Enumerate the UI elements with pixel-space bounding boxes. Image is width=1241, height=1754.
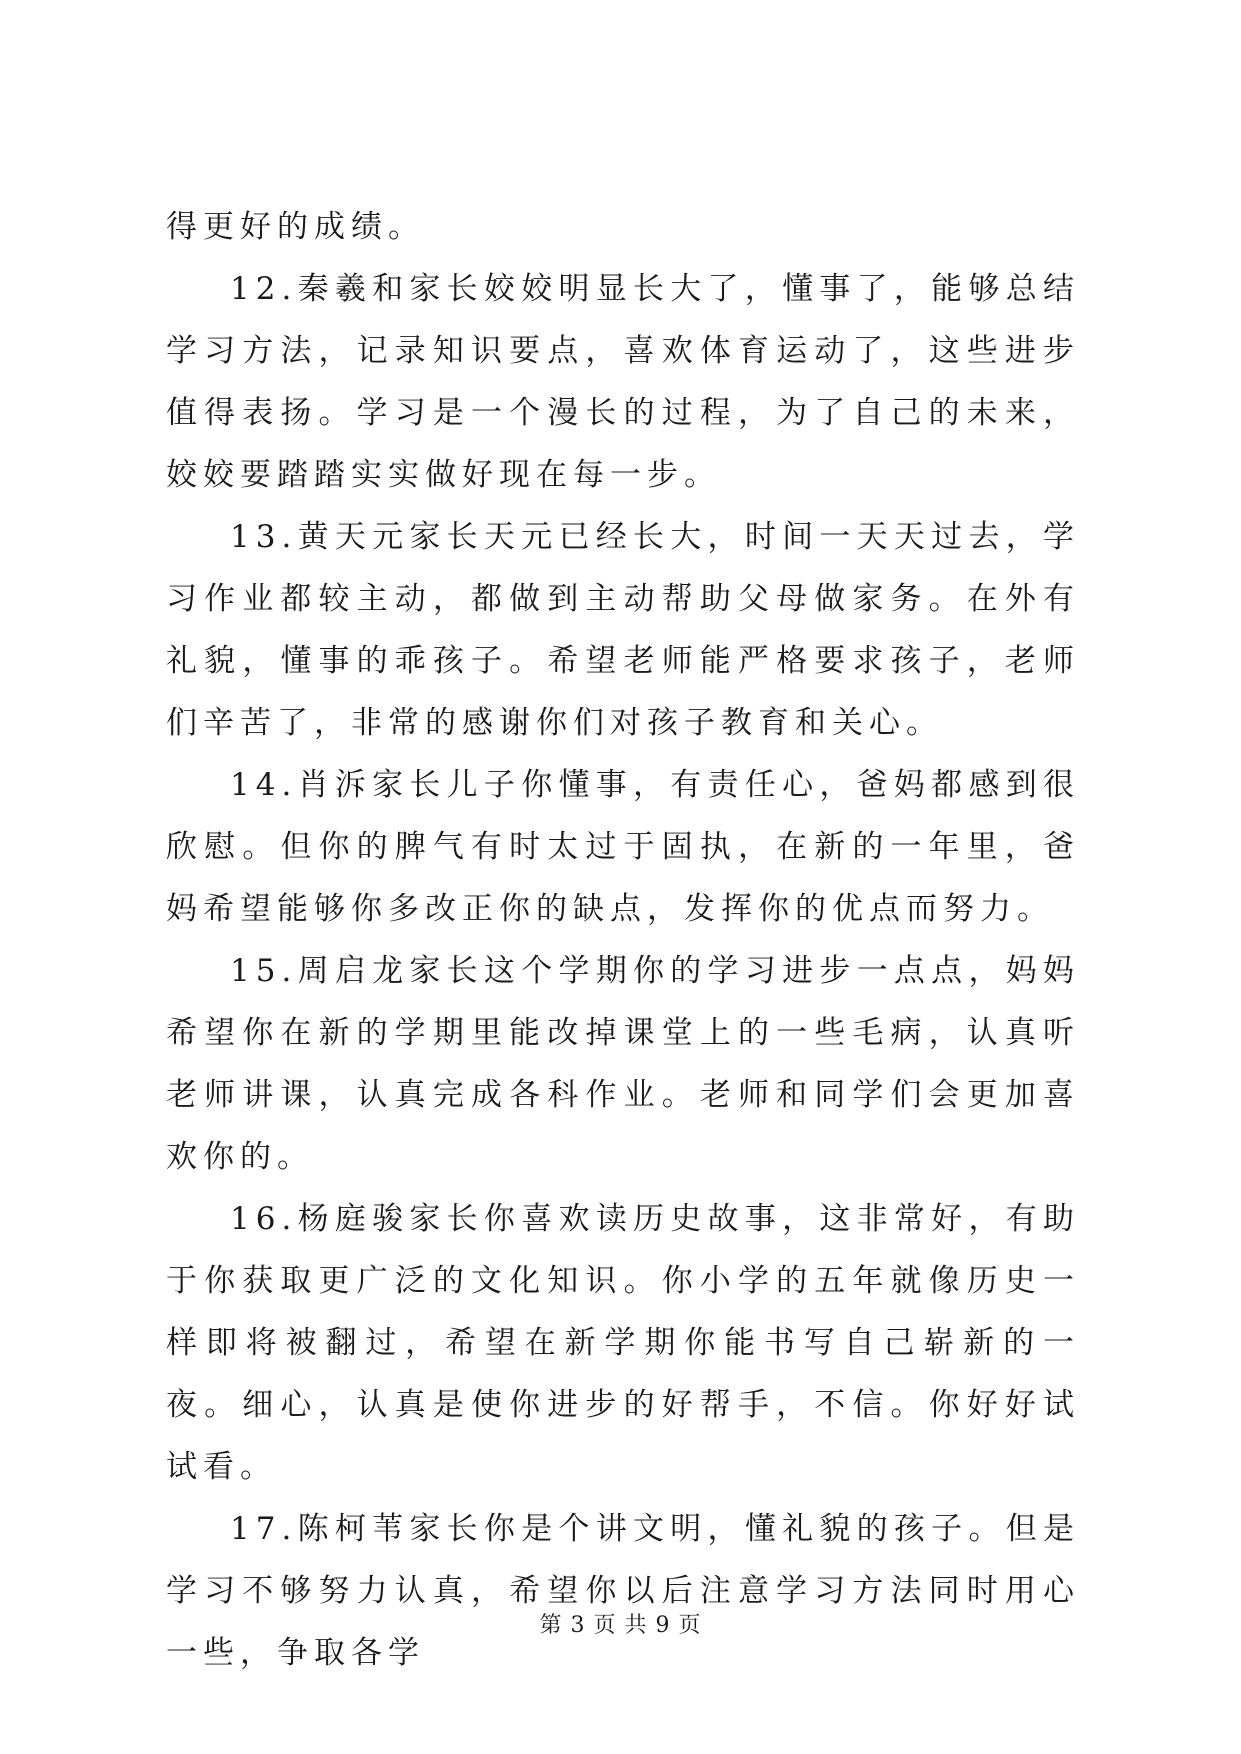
paragraph-continuation: 得更好的成绩。 [166, 209, 425, 245]
document-body [166, 196, 1080, 1684]
paragraph-item-14: 14.肖泝家长儿子你懂事，有责任心，爸妈都感到很欣慰。但你的脾气有时太过于固执，在新的一年里，爸妈希望能够你多改正你的缺点，发挥你的优点而努力。 [166, 767, 1080, 927]
paragraph-item-12: 12.秦羲和家长姣姣明显长大了，懂事了，能够总结学习方法，记录知识要点，喜欢体育运动了，这些进步值得表扬。学习是一个漫长的过程，为了自己的未来，姣姣要踏踏实实做好现在每一步。 [166, 271, 1080, 493]
paragraph-item-17: 17.陈柯苇家长你是个讲文明，懂礼貌的孩子。但是学习不够努力认真，希望你以后注意学习方法同时用心一些，争取各学 [166, 1511, 1080, 1671]
page-number-footer: 第 3 页 共 9 页 [539, 1613, 702, 1638]
paragraph-item-15: 15.周启龙家长这个学期你的学习进步一点点，妈妈希望你在新的学期里能改掉课堂上的一些毛病，认真听老师讲课，认真完成各科作业。老师和同学们会更加喜欢你的。 [166, 953, 1080, 1175]
paragraph-item-16: 16.杨庭骏家长你喜欢读历史故事，这非常好，有助于你获取更广泛的文化知识。你小学的五年就像历史一样即将被翻过，希望在新学期你能书写自己崭新的一夜。细心，认真是使你进步的好帮手，不信。你好好试试看。 [166, 1201, 1080, 1485]
paragraph-item-13: 13.黄天元家长天元已经长大，时间一天天过去，学习作业都较主动，都做到主动帮助父母做家务。在外有礼貌，懂事的乖孩子。希望老师能严格要求孩子，老师们辛苦了，非常的感谢你们对孩子教育和关心。 [166, 519, 1080, 741]
